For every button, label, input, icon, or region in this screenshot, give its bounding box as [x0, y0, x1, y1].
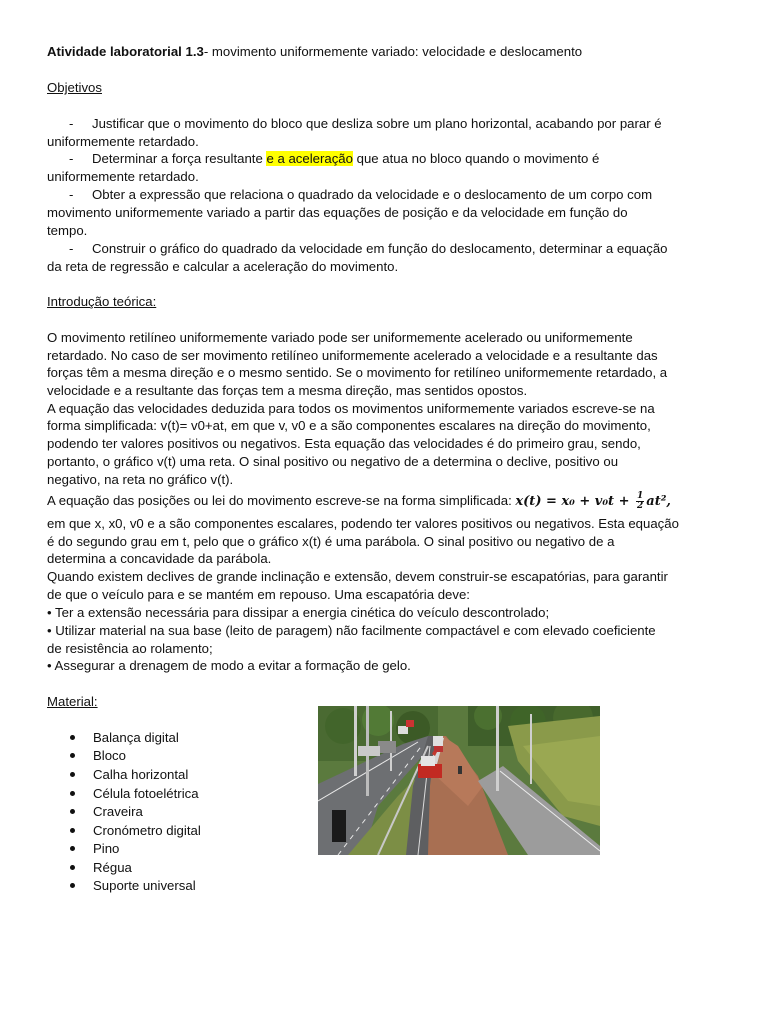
intro-line: podendo ter valores positivos ou negativos. Esta equação das velocidades é do primeiro grau, sendo,	[47, 436, 641, 451]
bullet-icon	[70, 883, 75, 888]
bullet-icon	[70, 809, 75, 814]
equation-lead-text: A equação das posições ou lei do movimento escreve-se na forma simplificada:	[47, 493, 516, 508]
intro-line: A equação das velocidades deduzida para todos os movimentos uniformemente variados escreve-se na	[47, 401, 655, 416]
intro-line: de resistência ao rolamento;	[47, 641, 213, 656]
intro-line: Quando existem declives de grande inclinação e extensão, devem construir-se escapatórias, para garantir	[47, 569, 668, 584]
dash-marker: -	[69, 116, 74, 131]
fraction-denominator: 2	[637, 501, 644, 511]
objective-2-line-1	[92, 150, 599, 168]
photo-illustration	[318, 706, 600, 855]
intro-line: • Ter a extensão necessária para dissipar a energia cinética do veículo descontrolado;	[47, 605, 550, 620]
intro-line: forças têm a mesma direção e o mesmo sentido. Se o movimento for retilíneo uniformemente retardado, a	[47, 365, 668, 380]
bullet-icon	[70, 772, 75, 777]
intro-line: O movimento retilíneo uniformemente variado pode ser uniformemente acelerado ou uniformemente	[47, 330, 633, 345]
objective-3-line-2: movimento uniformemente variado a partir das equações de posição e da velocidade em função do	[47, 205, 628, 220]
objective-2-pre: Determinar a força resultante	[92, 151, 267, 166]
intro-line: forma simplificada: v(t)= v0+at, em que v, v0 e a são componentes escalares na direção do movimento,	[47, 418, 651, 433]
title-rest: - movimento uniformemente variado: velocidade e deslocamento	[203, 44, 583, 59]
highlighted-text: e a aceleração	[266, 151, 353, 166]
dash-marker: -	[69, 241, 74, 256]
objective-3-line-1: Obter a expressão que relaciona o quadrado da velocidade e o deslocamento de um corpo com	[92, 187, 653, 202]
bullet-icon	[70, 791, 75, 796]
fraction-one-half	[636, 492, 644, 511]
intro-line: portanto, o gráfico v(t) uma reta. O sinal positivo ou negativo de a determina o declive, positivo ou	[47, 454, 619, 469]
intro-line: em que x, x0, v0 e a são componentes escalares, podendo ter valores positivos ou negativos. Esta equação	[47, 516, 679, 531]
dash-marker: -	[69, 151, 74, 166]
position-equation	[515, 491, 671, 511]
material-item: Régua	[93, 860, 132, 875]
bullet-icon	[70, 735, 75, 740]
page-title	[47, 43, 582, 61]
intro-line: • Utilizar material na sua base (leito de paragem) não facilmente compactável e com elevado coeficiente	[47, 623, 656, 638]
equation-line	[47, 492, 671, 511]
objective-2-line-2: uniformemente retardado.	[47, 169, 199, 184]
dash-marker: -	[69, 187, 74, 202]
intro-line: de que o veículo para e se mantém em repouso. Uma escapatória deve:	[47, 587, 470, 602]
objective-4-line-1: Construir o gráfico do quadrado da velocidade em função do deslocamento, determinar a equação	[92, 241, 668, 256]
bullet-icon	[70, 865, 75, 870]
intro-line: é do segundo grau em t, pelo que o gráfico x(t) é uma parábola. O sinal positivo ou negativo de a	[47, 534, 615, 549]
objectives-heading: Objetivos	[47, 80, 102, 95]
material-item: Balança digital	[93, 730, 179, 745]
objective-2-post: que atua no bloco quando o movimento é	[352, 151, 600, 166]
objective-1-line-2: uniformemente retardado.	[47, 134, 199, 149]
material-item: Pino	[93, 841, 120, 856]
objective-4-line-2: da reta de regressão e calcular a aceleração do movimento.	[47, 259, 399, 274]
equation-end: at²,	[646, 494, 671, 509]
intro-line: determina a concavidade da parábola.	[47, 551, 272, 566]
intro-line: negativo, na reta no gráfico v(t).	[47, 472, 234, 487]
escape-ramp-photo	[318, 706, 600, 855]
material-item: Suporte universal	[93, 878, 196, 893]
material-heading: Material:	[47, 694, 98, 709]
material-item: Craveira	[93, 804, 143, 819]
intro-line: retardado. No caso de ser movimento retilíneo uniformemente acelerado a velocidade e a resultante das	[47, 348, 658, 363]
bullet-icon	[70, 846, 75, 851]
intro-line: velocidade e a resultante das forças tem a mesma direção, mas sentidos opostos.	[47, 383, 528, 398]
bullet-icon	[70, 828, 75, 833]
material-item: Bloco	[93, 748, 126, 763]
material-item: Calha horizontal	[93, 767, 189, 782]
fraction-numerator: 1	[637, 491, 644, 501]
objective-1-line-1: Justificar que o movimento do bloco que desliza sobre um plano horizontal, acabando por parar é	[92, 116, 662, 131]
intro-heading: Introdução teórica:	[47, 294, 157, 309]
material-item: Cronómetro digital	[93, 823, 201, 838]
objective-3-line-3: tempo.	[47, 223, 88, 238]
title-bold: Atividade laboratorial 1.3	[47, 44, 204, 59]
equation-main: x(t) = x₀ + v₀t +	[515, 494, 634, 509]
material-item: Célula fotoelétrica	[93, 786, 199, 801]
intro-line: • Assegurar a drenagem de modo a evitar a formação de gelo.	[47, 658, 411, 673]
bullet-icon	[70, 753, 75, 758]
